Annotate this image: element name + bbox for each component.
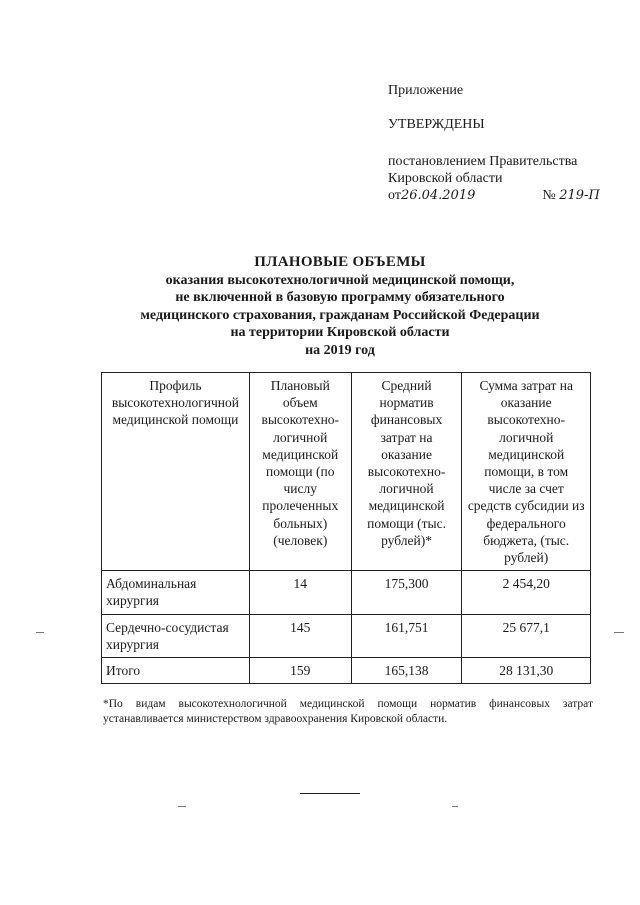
table-row	[102, 614, 591, 657]
date-prefix: от	[388, 188, 401, 203]
scan-mark	[614, 632, 624, 633]
cell-norm: 175,300	[351, 571, 462, 614]
table-row-total	[102, 658, 591, 684]
plan-table	[101, 372, 591, 684]
table-header-row	[102, 373, 591, 571]
cell-volume: 145	[249, 614, 351, 657]
approved-label: УТВЕРЖДЕНЫ	[388, 117, 485, 132]
cell-total: 25 677,1	[462, 614, 591, 657]
number-prefix: №	[542, 188, 556, 203]
scan-mark	[178, 806, 186, 807]
cell-volume: 14	[249, 571, 351, 614]
appendix-label: Приложение	[388, 83, 464, 98]
cell-total: 28 131,30	[462, 658, 591, 684]
cell-profile: Сердечно-сосудистая хирургия	[102, 614, 250, 657]
cell-total: 2 454,20	[462, 571, 591, 614]
cell-profile: Абдоминальная хирургия	[102, 571, 250, 614]
document-title	[90, 254, 590, 359]
header-norm: Средний норматив финансовых затрат на оказание высокотехно-логичной медицинской помощи (тыс. рублей)*	[351, 373, 462, 571]
scan-mark	[452, 806, 458, 807]
cell-norm: 165,138	[351, 658, 462, 684]
resolution-line-2: Кировской области	[388, 171, 503, 186]
cell-volume: 159	[249, 658, 351, 684]
closing-rule	[300, 793, 360, 794]
handwritten-date: 26.04.2019	[400, 188, 476, 203]
header-profile: Профиль высокотехнологичной медицинской помощи	[102, 373, 250, 571]
approval-block	[388, 82, 628, 204]
table-row	[102, 571, 591, 614]
title-main: ПЛАНОВЫЕ ОБЪЕМЫ	[254, 254, 426, 270]
cell-norm: 161,751	[351, 614, 462, 657]
header-volume: Плановый объем высокотехно-логичной медицинской помощи (по числу пролеченных больных) (человек)	[249, 373, 351, 571]
handwritten-number: 219-П	[559, 188, 600, 203]
date-number-line	[388, 187, 628, 204]
title-line: медицинского страхования, гражданам Российской Федерации	[140, 307, 540, 323]
scan-mark	[36, 632, 44, 633]
title-line: на территории Кировской области	[230, 325, 450, 340]
header-total: Сумма затрат на оказание высокотехно-логичной медицинской помощи, в том числе за счет средств субсидии из федерального бюджета, (тыс. рублей)	[462, 373, 591, 571]
title-line: оказания высокотехнологичной медицинской помощи,	[165, 272, 515, 288]
title-line: не включенной в базовую программу обязательного	[175, 290, 505, 305]
footnote: *По видам высокотехнологичной медицинской помощи норматив финансовых затрат устанавливается министерством здравоохранения Кировской области.	[103, 698, 593, 725]
title-year: на 2019 год	[305, 342, 375, 358]
resolution-line-1: постановлением Правительства	[388, 154, 578, 169]
cell-profile: Итого	[102, 658, 250, 684]
